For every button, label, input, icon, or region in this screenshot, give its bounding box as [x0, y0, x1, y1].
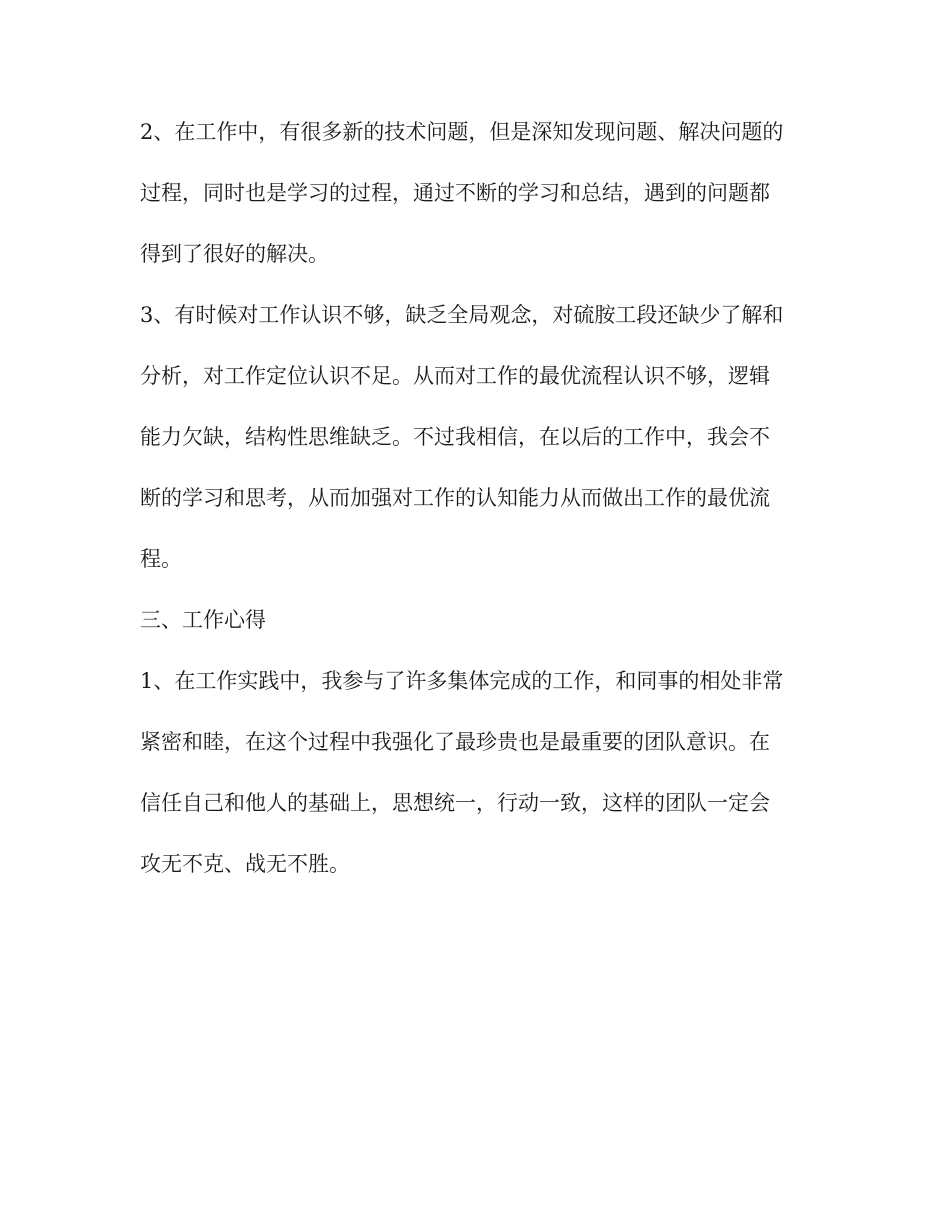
text-line: 断的学习和思考，从而加强对工作的认知能力从而做出工作的最优流	[140, 486, 770, 510]
text-line: 得到了很好的解决。	[140, 242, 329, 266]
section-heading: 三、工作心得	[140, 608, 266, 632]
text-line: 攻无不克、战无不胜。	[140, 852, 350, 876]
text-line: 过程，同时也是学习的过程，通过不断的学习和总结，遇到的问题都	[140, 181, 770, 205]
text-line: 信任自己和他人的基础上，思想统一，行动一致，这样的团队一定会	[140, 791, 770, 815]
text-line: 紧密和睦，在这个过程中我强化了最珍贵也是最重要的团队意识。在	[140, 730, 770, 754]
text-line: 1、在工作实践中，我参与了许多集体完成的工作，和同事的相处非常	[140, 669, 784, 693]
text-line: 程。	[140, 547, 182, 571]
text-line: 3、有时候对工作认识不够，缺乏全局观念，对硫胺工段还缺少了解和	[140, 303, 784, 327]
text-line: 2、在工作中，有很多新的技术问题，但是深知发现问题、解决问题的	[140, 120, 784, 144]
text-line: 分析，对工作定位认识不足。从而对工作的最优流程认识不够，逻辑	[140, 364, 770, 388]
text-line: 能力欠缺，结构性思维缺乏。不过我相信，在以后的工作中，我会不	[140, 425, 770, 449]
document-body	[140, 122, 812, 915]
